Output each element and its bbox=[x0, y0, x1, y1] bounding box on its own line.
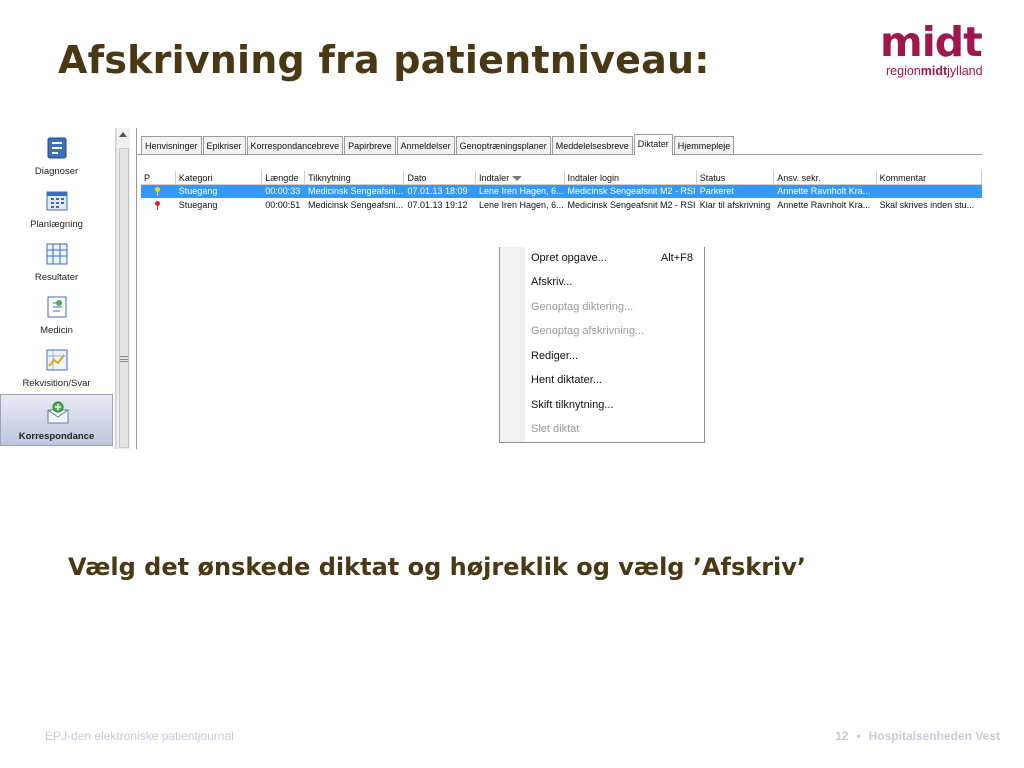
sidebar-item-planlaegning[interactable] bbox=[0, 183, 113, 235]
sidebar-label: Planlægning bbox=[30, 219, 83, 230]
logo-sub-region: region bbox=[886, 64, 921, 78]
instruction-text: Vælg det ønskede diktat og højreklik og vælg ’Afskriv’ bbox=[68, 553, 807, 581]
sidebar-item-medicin[interactable] bbox=[0, 289, 113, 341]
menu-item-genoptag-afskrivning: Genoptag afskrivning... bbox=[531, 325, 645, 337]
tab-diktater[interactable]: Diktater bbox=[634, 134, 673, 155]
column-header-indtaler-label: Indtaler bbox=[479, 173, 510, 183]
table-header bbox=[141, 171, 982, 185]
cell-dato: 07.01.13 18:09 bbox=[407, 186, 468, 196]
logo-wordmark: midt bbox=[880, 18, 982, 66]
menu-item-shortcut: Alt+F8 bbox=[660, 252, 693, 264]
footer-page-info bbox=[831, 729, 1004, 743]
module-sidebar bbox=[0, 128, 116, 449]
pin-icon bbox=[155, 187, 160, 192]
context-menu bbox=[499, 247, 705, 443]
column-header-kategori[interactable]: Kategori bbox=[176, 171, 262, 184]
table-row[interactable] bbox=[141, 199, 982, 212]
tab-hjemmepleje[interactable]: Hjemmepleje bbox=[674, 136, 735, 155]
cell-status: Klar til afskrivning bbox=[699, 200, 771, 210]
correspondence-icon bbox=[46, 401, 70, 425]
column-header-indtaler-login[interactable]: Indtaler login bbox=[565, 171, 697, 184]
menu-item-hent-diktater[interactable]: Hent diktater... bbox=[531, 374, 602, 386]
planning-icon bbox=[45, 189, 69, 213]
medicine-icon bbox=[45, 295, 69, 319]
logo-sub-jylland: jylland bbox=[947, 64, 983, 78]
tab-meddelelsesbreve[interactable]: Meddelelsesbreve bbox=[552, 136, 633, 155]
sidebar-label: Rekvisition/Svar bbox=[22, 378, 91, 389]
menu-item-afskriv[interactable]: Afskriv... bbox=[531, 276, 573, 288]
menu-item-rediger[interactable]: Rediger... bbox=[531, 350, 579, 362]
tab-epikriser[interactable]: Epikriser bbox=[203, 136, 246, 155]
menu-item-skift-tilknytning[interactable]: Skift tilknytning... bbox=[531, 399, 614, 411]
priority-cell bbox=[141, 185, 176, 198]
footer-org: Hospitalsenheden Vest bbox=[868, 729, 1000, 743]
epj-application-screenshot bbox=[0, 128, 982, 449]
cell-indtaler-login: Medicinsk Sengeafsnit M2 - RSI bbox=[567, 200, 696, 210]
results-icon bbox=[45, 242, 69, 266]
column-header-tilknytning[interactable]: Tilknytning bbox=[305, 171, 404, 184]
sort-descending-icon bbox=[512, 176, 522, 181]
cell-indtaler: Lene Iren Hagen, 6... bbox=[479, 186, 564, 196]
column-header-laengde[interactable]: Længde bbox=[262, 171, 305, 184]
cell-laengde: 00:00:51 bbox=[265, 200, 301, 210]
menu-item-genoptag-diktering: Genoptag diktering... bbox=[531, 301, 634, 313]
slide-title: Afskrivning fra patientniveau: bbox=[58, 38, 710, 82]
scrollbar-thumb[interactable] bbox=[119, 148, 129, 448]
sidebar-item-rekvisition-svar[interactable] bbox=[0, 342, 113, 394]
tab-divider bbox=[137, 154, 982, 155]
column-header-dato[interactable]: Dato bbox=[404, 171, 476, 184]
column-header-ansv-sekr[interactable]: Ansv. sekr. bbox=[774, 171, 876, 184]
cell-status: Parkeret bbox=[699, 186, 734, 196]
cell-laengde: 00:00:33 bbox=[265, 186, 301, 196]
document-tabs bbox=[141, 134, 735, 154]
column-header-kommentar[interactable]: Kommentar bbox=[877, 171, 982, 184]
cell-kommentar: Skal skrives inden stu... bbox=[879, 200, 975, 210]
tab-henvisninger[interactable]: Henvisninger bbox=[141, 136, 202, 155]
menu-icon-gutter bbox=[500, 247, 525, 442]
sidebar-item-korrespondance[interactable] bbox=[0, 394, 113, 446]
sidebar-label: Resultater bbox=[34, 272, 79, 283]
table-row[interactable] bbox=[141, 185, 982, 198]
sidebar-scrollbar[interactable] bbox=[116, 128, 130, 449]
menu-item-label: Opret opgave... bbox=[531, 252, 607, 264]
sidebar-item-diagnoser[interactable] bbox=[0, 130, 113, 182]
scroll-up-icon[interactable] bbox=[119, 132, 127, 137]
column-header-indtaler[interactable] bbox=[476, 171, 564, 184]
priority-cell bbox=[141, 199, 176, 212]
tab-papirbreve[interactable]: Papirbreve bbox=[344, 136, 396, 155]
column-header-p[interactable]: P bbox=[141, 171, 176, 184]
cell-kategori: Stuegang bbox=[178, 200, 218, 210]
cell-kategori: Stuegang bbox=[178, 186, 218, 196]
tab-genoptraeningsplaner[interactable]: Genoptræningsplaner bbox=[456, 136, 551, 155]
footer-caption: EPJ-den elektroniske patientjournal bbox=[45, 729, 234, 743]
requisition-icon bbox=[45, 348, 69, 372]
diagnoses-icon bbox=[45, 136, 69, 160]
page-number: 12 bbox=[835, 729, 849, 743]
tab-korrespondancebreve[interactable]: Korrespondancebreve bbox=[247, 136, 344, 155]
logo-sub-midt: midt bbox=[920, 64, 948, 78]
cell-indtaler-login: Medicinsk Sengeafsnit M2 - RSI bbox=[567, 186, 696, 196]
scrollbar-grip-icon bbox=[120, 356, 128, 362]
cell-ansv-sekr: Annette Ravnholt Kra... bbox=[777, 200, 871, 210]
tab-anmeldelser[interactable]: Anmeldelser bbox=[397, 136, 455, 155]
sidebar-label: Korrespondance bbox=[18, 431, 95, 442]
footer-separator: • bbox=[856, 729, 861, 743]
cell-dato: 07.01.13 19:12 bbox=[407, 200, 468, 210]
menu-item-slet-diktat: Slet diktat bbox=[531, 423, 580, 435]
sidebar-label: Diagnoser bbox=[34, 166, 79, 177]
region-midt-logo bbox=[880, 20, 1005, 82]
pin-icon bbox=[155, 201, 160, 206]
sidebar-label: Medicin bbox=[40, 325, 73, 336]
column-header-status[interactable]: Status bbox=[697, 171, 775, 184]
menu-item-opret-opgave[interactable] bbox=[531, 250, 701, 266]
cell-ansv-sekr: Annette Ravnholt Kra... bbox=[777, 186, 871, 196]
logo-subtitle bbox=[886, 64, 983, 78]
cell-tilknytning: Medicinsk Sengeafsni... bbox=[308, 186, 404, 196]
cell-tilknytning: Medicinsk Sengeafsni... bbox=[308, 200, 404, 210]
cell-kommentar bbox=[877, 185, 982, 198]
cell-indtaler: Lene Iren Hagen, 6... bbox=[479, 200, 564, 210]
sidebar-item-resultater[interactable] bbox=[0, 236, 113, 288]
